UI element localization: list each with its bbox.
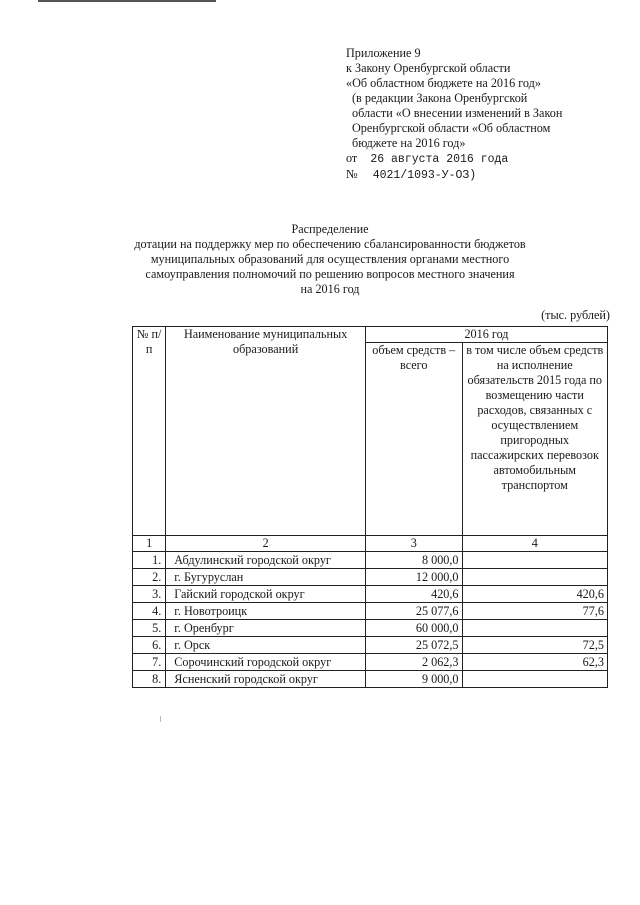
col-number: 4: [462, 536, 607, 552]
row-num: 6.: [133, 637, 166, 654]
row-incl: 420,6: [462, 586, 607, 603]
row-incl: [462, 671, 607, 688]
row-name: г. Новотроицк: [166, 603, 366, 620]
row-name: Сорочинский городской округ: [166, 654, 366, 671]
col-number: 2: [166, 536, 366, 552]
annex-line: Приложение 9: [346, 46, 421, 60]
annex-date: [346, 151, 562, 167]
row-incl: [462, 569, 607, 586]
document-title: [120, 222, 540, 297]
row-num: 1.: [133, 552, 166, 569]
units-label: (тыс. рублей): [541, 308, 610, 322]
row-incl: [462, 620, 607, 637]
row-name: Гайский городской округ: [166, 586, 366, 603]
row-name: г. Орск: [166, 637, 366, 654]
row-total: 25 077,6: [365, 603, 462, 620]
row-num: 5.: [133, 620, 166, 637]
scan-mark: [160, 716, 161, 722]
table-row: [133, 637, 608, 654]
table-row: [133, 603, 608, 620]
table-row: [133, 654, 608, 671]
row-name: Абдулинский городской округ: [166, 552, 366, 569]
row-num: 4.: [133, 603, 166, 620]
annex-line: области «О внесении изменений в Закон: [352, 106, 563, 120]
row-name: Ясненский городской округ: [166, 671, 366, 688]
annex-block: [346, 46, 562, 183]
row-total: 25 072,5: [365, 637, 462, 654]
table-row: [133, 620, 608, 637]
header-year: 2016 год: [365, 327, 607, 343]
header-num: № п/п: [133, 327, 166, 536]
table-row: [133, 671, 608, 688]
title-line: муниципальных образований для осуществления органами местного: [150, 252, 510, 266]
row-incl: 72,5: [462, 637, 607, 654]
row-num: 7.: [133, 654, 166, 671]
title-line: самоуправления полномочий по решению вопросов местного значения: [145, 267, 515, 281]
row-total: 12 000,0: [365, 569, 462, 586]
column-number-row: [133, 536, 608, 552]
annex-line: (в редакции Закона Оренбургской: [352, 91, 528, 105]
row-total: 420,6: [365, 586, 462, 603]
table-row: [133, 569, 608, 586]
row-incl: [462, 552, 607, 569]
row-total: 9 000,0: [365, 671, 462, 688]
header-total: объем средств – всего: [365, 343, 462, 536]
row-incl: 77,6: [462, 603, 607, 620]
table-header-row: [133, 327, 608, 343]
date-value: 26 августа 2016 года: [370, 153, 509, 166]
row-total: 2 062,3: [365, 654, 462, 671]
header-name: Наименование муниципальных образований: [166, 327, 366, 536]
top-rule: [38, 0, 216, 2]
distribution-table: [132, 326, 608, 688]
annex-number: [346, 167, 562, 183]
row-incl: 62,3: [462, 654, 607, 671]
header-including: в том числе объем средств на исполнение обязательств 2015 года по возмещению части расходов, связанных с осуществлением пригородных пассажирских перевозок автомобильным транспортом: [462, 343, 607, 536]
table-row: [133, 586, 608, 603]
date-prefix: от: [346, 151, 358, 165]
row-name: г. Оренбург: [166, 620, 366, 637]
title-line: дотации на поддержку мер по обеспечению сбалансированности бюджетов: [134, 237, 526, 251]
row-total: 8 000,0: [365, 552, 462, 569]
title-line: на 2016 год: [300, 282, 360, 296]
row-num: 2.: [133, 569, 166, 586]
row-name: г. Бугуруслан: [166, 569, 366, 586]
number-value: 4021/1093-У-ОЗ): [372, 169, 477, 182]
row-total: 60 000,0: [365, 620, 462, 637]
table-row: [133, 552, 608, 569]
annex-line: бюджете на 2016 год»: [352, 136, 466, 150]
number-prefix: №: [346, 167, 358, 181]
col-number: 1: [133, 536, 166, 552]
annex-line: Оренбургской области «Об областном: [352, 121, 551, 135]
title-heading: Распределение: [291, 222, 369, 236]
row-num: 3.: [133, 586, 166, 603]
annex-line: к Закону Оренбургской области: [346, 61, 511, 75]
col-number: 3: [365, 536, 462, 552]
row-num: 8.: [133, 671, 166, 688]
annex-line: «Об областном бюджете на 2016 год»: [346, 76, 541, 90]
